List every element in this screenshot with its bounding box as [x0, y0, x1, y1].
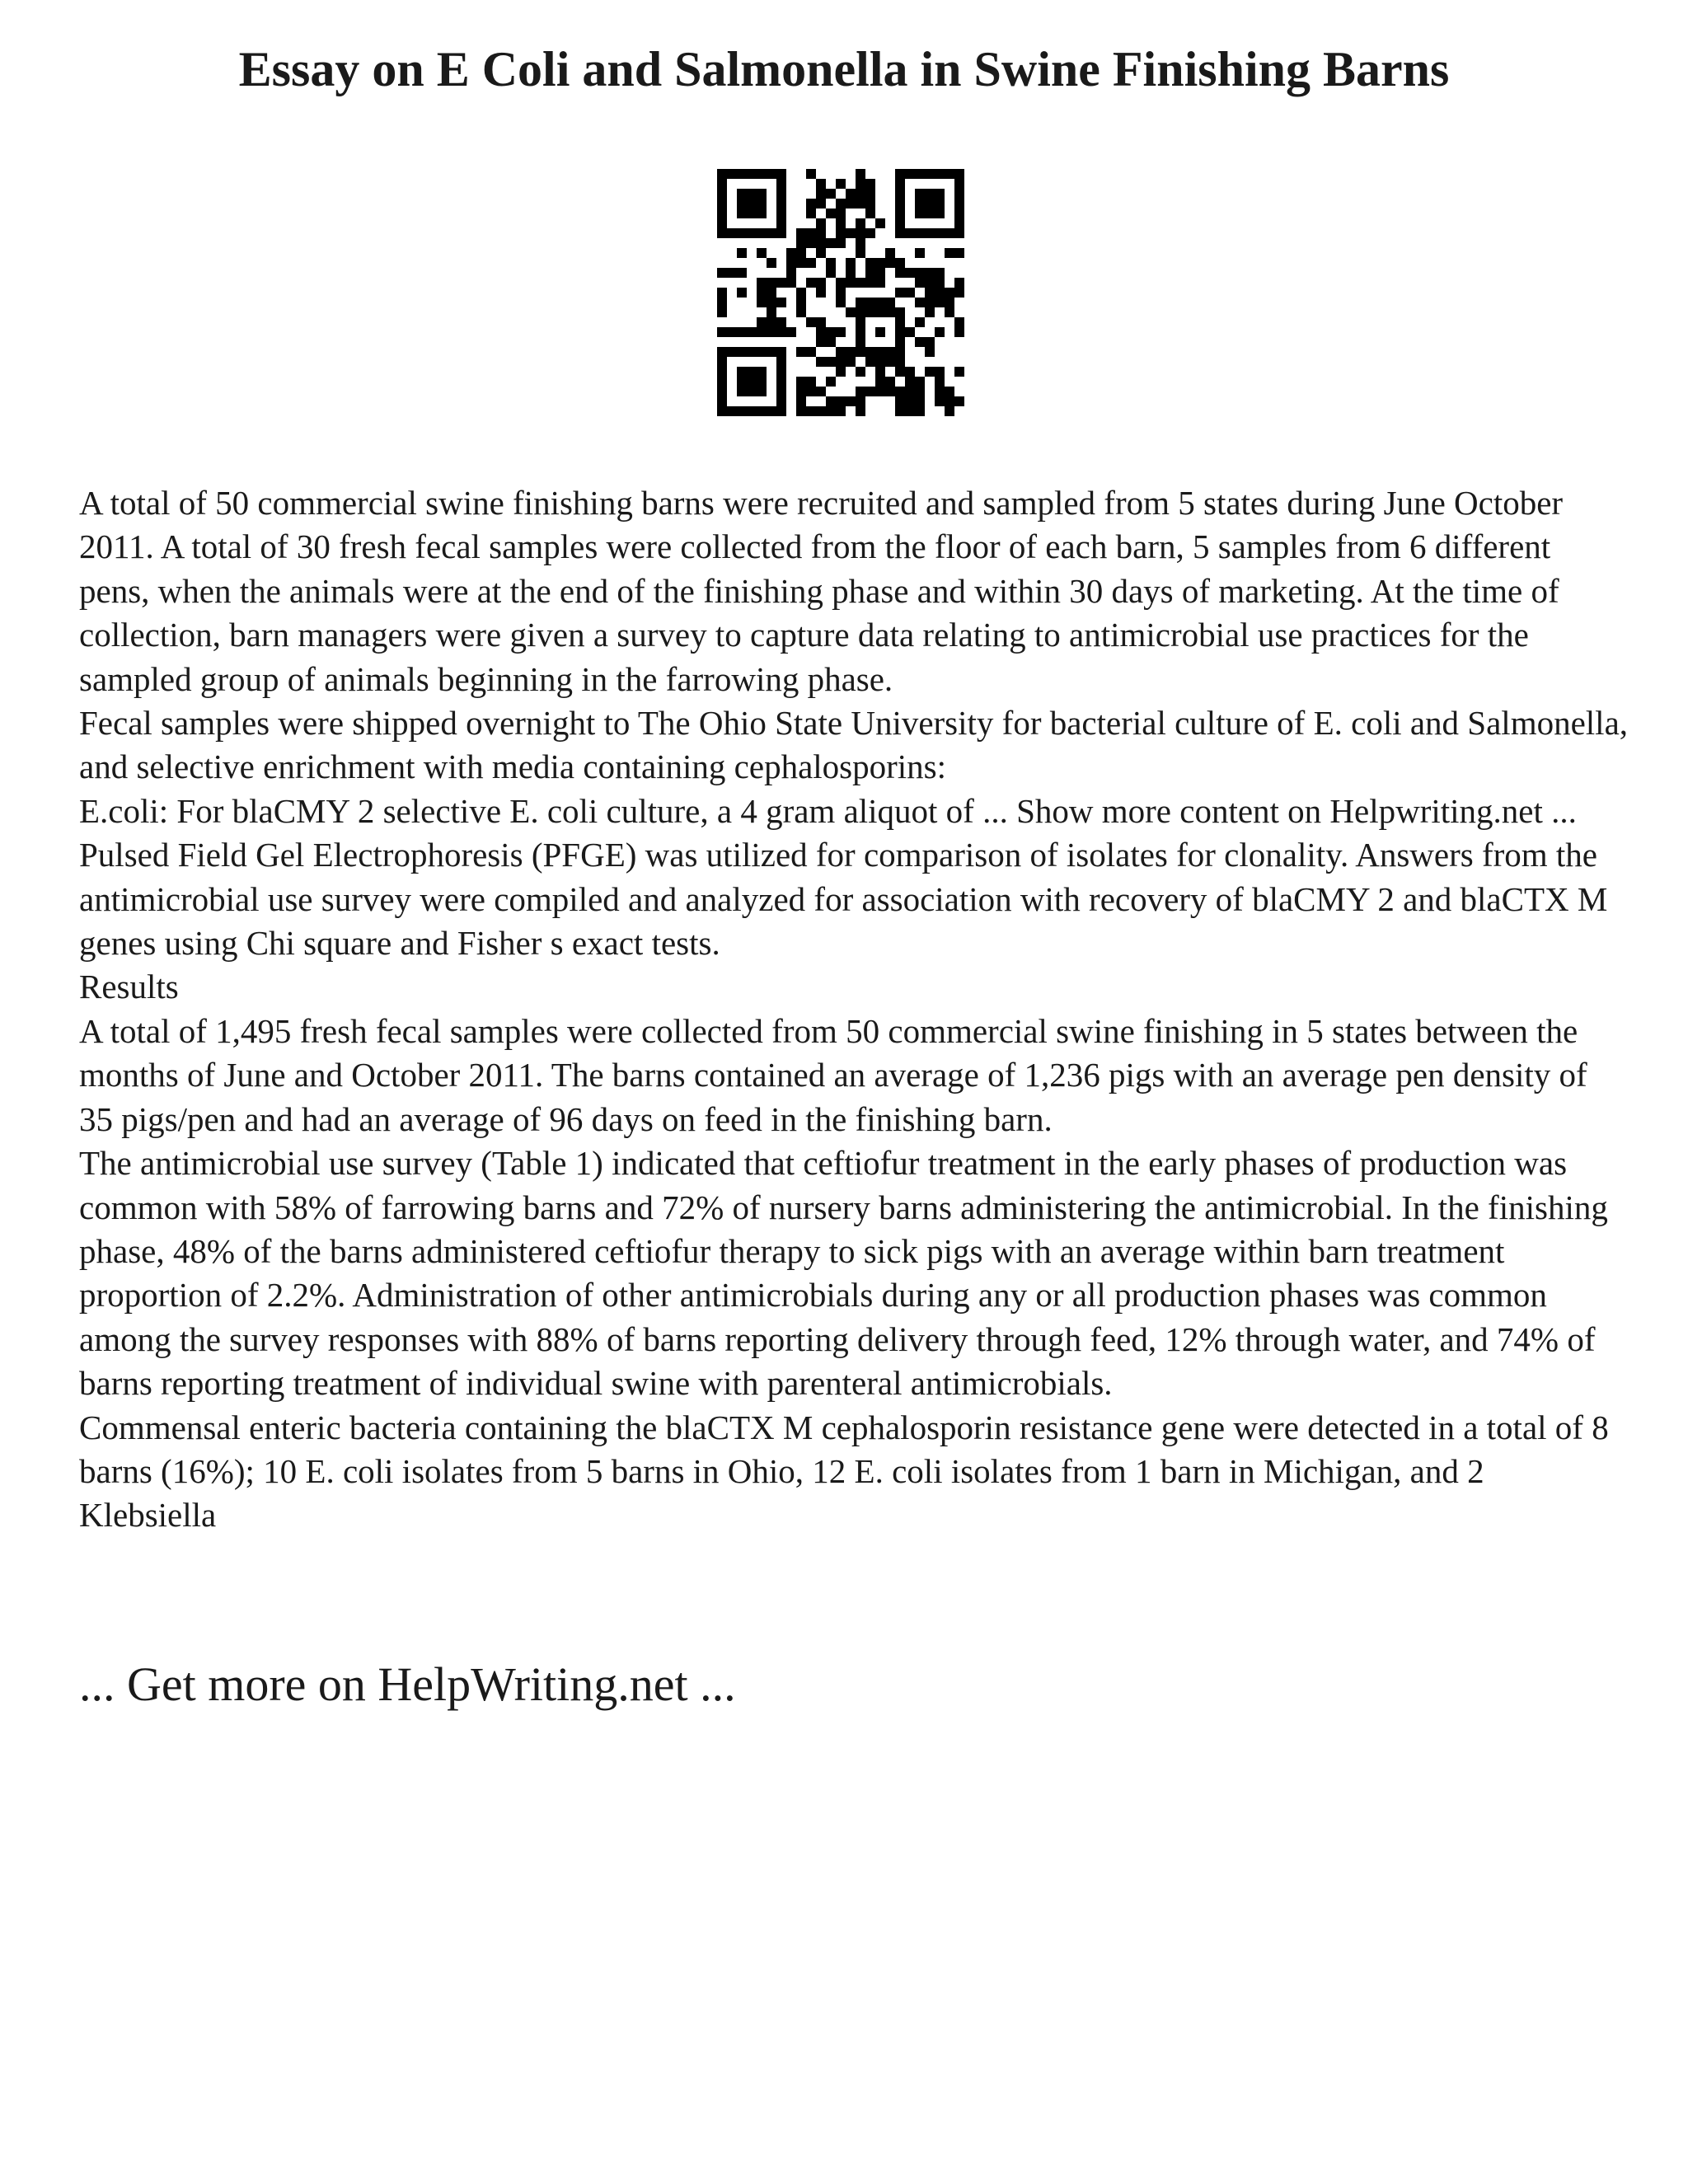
paragraph-pfge: Pulsed Field Gel Electrophoresis (PFGE) was utilized for comparison of isolates for clonality. Answers from the antimicrobial use survey were compiled and analyzed for association with recovery of blaCMY 2 and blaCTX M genes using Chi square and Fisher s exact tests.: [79, 836, 1608, 963]
paragraph-shipping: Fecal samples were shipped overnight to The Ohio State University for bacterial culture of E. coli and Salmonella, and selective enrichment with media containing cephalosporins:: [79, 704, 1629, 786]
paragraph-ecoli-culture: E.coli: For blaCMY 2 selective E. coli culture, a 4 gram aliquot of ... Show more content on Helpwriting.net ...: [79, 791, 1577, 830]
footer-link-text: ... Get more on HelpWriting.net ...: [79, 1657, 736, 1711]
section-heading-results: Results: [79, 968, 179, 1006]
qr-code: [717, 169, 964, 416]
paragraph-samples: A total of 1,495 fresh fecal samples were collected from 50 commercial swine finishing in 5 states between the months of June and October 2011. The barns contained an average of 1,236 pigs with an average pen density of 35 pigs/pen and had an average of 96 days on feed in the finishing barn.: [79, 1011, 1587, 1138]
paragraph-commensal: Commensal enteric bacteria containing the blaCTX M cephalosporin resistance gene were detected in a total of 8 barns (16%); 10 E. coli isolates from 5 barns in Ohio, 12 E. coli isolates from 1 barn in Michigan, and 2 Klebsiella: [79, 1408, 1609, 1535]
essay-body: [79, 481, 1629, 1538]
qr-code-icon: [717, 169, 964, 416]
paragraph-intro: A total of 50 commercial swine finishing barns were recruited and sampled from 5 states during June October 2011. A total of 30 fresh fecal samples were collected from the floor of each barn, 5 samples from 6 different pens, when the animals were at the end of the finishing phase and within 30 days of marketing. At the time of collection, barn managers were given a survey to capture data relating to antimicrobial use practices for the sampled group of animals beginning in the farrowing phase.: [79, 484, 1564, 698]
paragraph-survey: The antimicrobial use survey (Table 1) indicated that ceftiofur treatment in the early phases of production was common with 58% of farrowing barns and 72% of nursery barns administering the antimicrobial. In the finishing phase, 48% of the barns administered ceftiofur therapy to sick pigs with an average within barn treatment proportion of 2.2%. Administration of other antimicrobials during any or all production phases was common among the survey responses with 88% of barns reporting delivery through feed, 12% through water, and 74% of barns reporting treatment of individual swine with parenteral antimicrobials.: [79, 1144, 1608, 1403]
document-title: Essay on E Coli and Salmonella in Swine Finishing Barns: [238, 42, 1450, 96]
